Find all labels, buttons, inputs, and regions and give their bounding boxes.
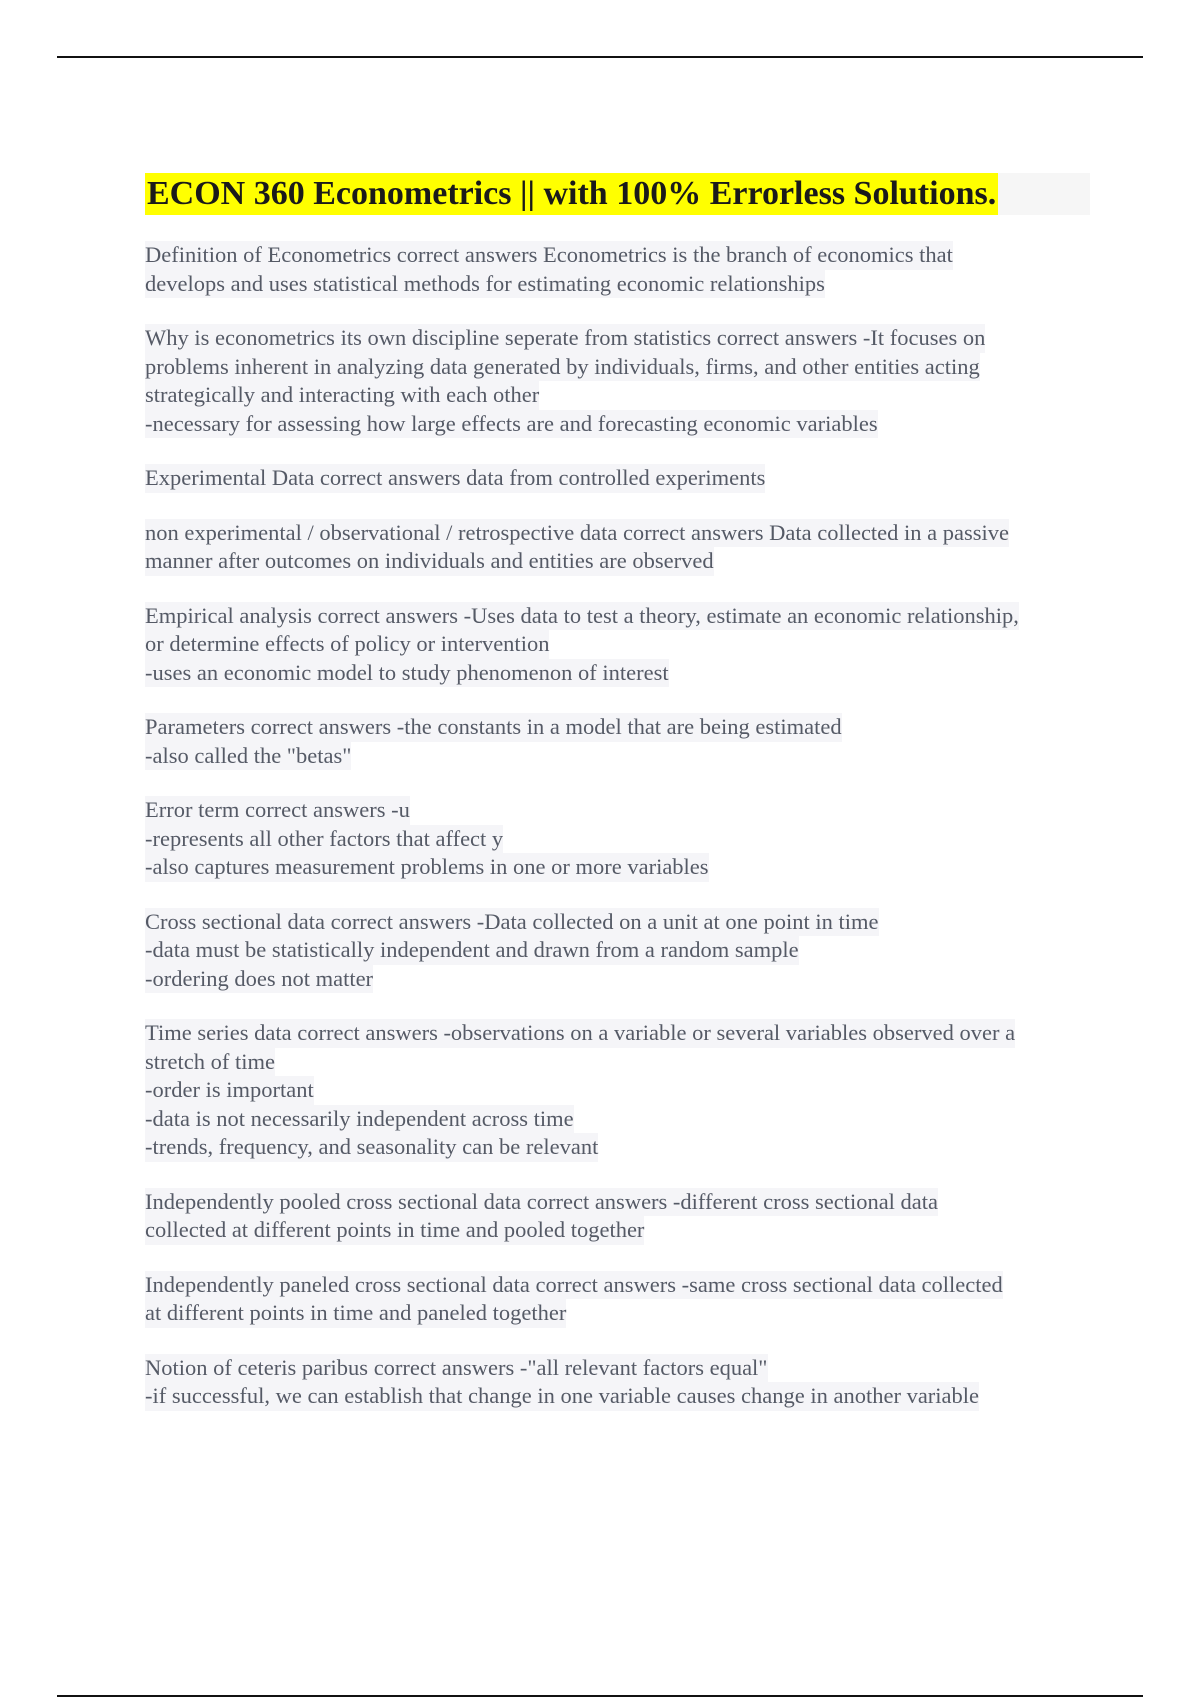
qa-entry	[145, 1019, 1090, 1162]
qa-entry	[145, 1188, 1090, 1245]
entry-line: non experimental / observational / retrospective data correct answers Data collected in a passive	[145, 519, 1009, 548]
entry-line: -also captures measurement problems in one or more variables	[145, 853, 709, 882]
qa-entry	[145, 324, 1090, 438]
bottom-rule	[57, 1695, 1143, 1697]
entry-line: -also called the "betas"	[145, 742, 351, 771]
qa-entry	[145, 519, 1090, 576]
entry-line: Definition of Econometrics correct answers Econometrics is the branch of economics that	[145, 241, 953, 270]
qa-entry	[145, 1354, 1090, 1411]
entry-line: collected at different points in time and pooled together	[145, 1216, 644, 1245]
qa-entries	[145, 241, 1090, 1411]
entry-line: develops and uses statistical methods for estimating economic relationships	[145, 270, 825, 299]
entry-line: -necessary for assessing how large effects are and forecasting economic variables	[145, 410, 878, 439]
entry-line: -order is important	[145, 1076, 314, 1105]
entry-line: -if successful, we can establish that change in one variable causes change in another variable	[145, 1382, 979, 1411]
entry-line: stretch of time	[145, 1048, 275, 1077]
title-bar	[145, 173, 1090, 215]
entry-line: Independently paneled cross sectional data correct answers -same cross sectional data collected	[145, 1271, 1003, 1300]
entry-line: Time series data correct answers -observations on a variable or several variables observed over a	[145, 1019, 1015, 1048]
qa-entry	[145, 713, 1090, 770]
entry-line: or determine effects of policy or intervention	[145, 630, 549, 659]
qa-entry	[145, 602, 1090, 688]
document-title: ECON 360 Econometrics || with 100% Errorless Solutions.	[145, 173, 998, 215]
entry-line: strategically and interacting with each other	[145, 381, 539, 410]
entry-line: -uses an economic model to study phenomenon of interest	[145, 659, 669, 688]
qa-entry	[145, 908, 1090, 994]
entry-line: -represents all other factors that affect y	[145, 825, 503, 854]
entry-line: -data must be statistically independent and drawn from a random sample	[145, 936, 799, 965]
entry-line: Experimental Data correct answers data from controlled experiments	[145, 464, 765, 493]
entry-line: Why is econometrics its own discipline seperate from statistics correct answers -It focuses on	[145, 324, 985, 353]
qa-entry	[145, 241, 1090, 298]
entry-line: at different points in time and paneled together	[145, 1299, 566, 1328]
entry-line: -trends, frequency, and seasonality can be relevant	[145, 1133, 598, 1162]
top-rule	[57, 56, 1143, 58]
qa-entry	[145, 796, 1090, 882]
entry-line: -ordering does not matter	[145, 965, 373, 994]
entry-line: Cross sectional data correct answers -Data collected on a unit at one point in time	[145, 908, 879, 937]
entry-line: -data is not necessarily independent across time	[145, 1105, 574, 1134]
entry-line: Parameters correct answers -the constants in a model that are being estimated	[145, 713, 842, 742]
entry-line: Notion of ceteris paribus correct answers -"all relevant factors equal"	[145, 1354, 768, 1383]
entry-line: problems inherent in analyzing data generated by individuals, firms, and other entities acting	[145, 353, 980, 382]
qa-entry	[145, 464, 1090, 493]
entry-line: Error term correct answers -u	[145, 796, 410, 825]
entry-line: Independently pooled cross sectional data correct answers -different cross sectional data	[145, 1188, 938, 1217]
document-body	[145, 173, 1090, 1437]
entry-line: Empirical analysis correct answers -Uses data to test a theory, estimate an economic relationship,	[145, 602, 1019, 631]
qa-entry	[145, 1271, 1090, 1328]
entry-line: manner after outcomes on individuals and entities are observed	[145, 547, 714, 576]
